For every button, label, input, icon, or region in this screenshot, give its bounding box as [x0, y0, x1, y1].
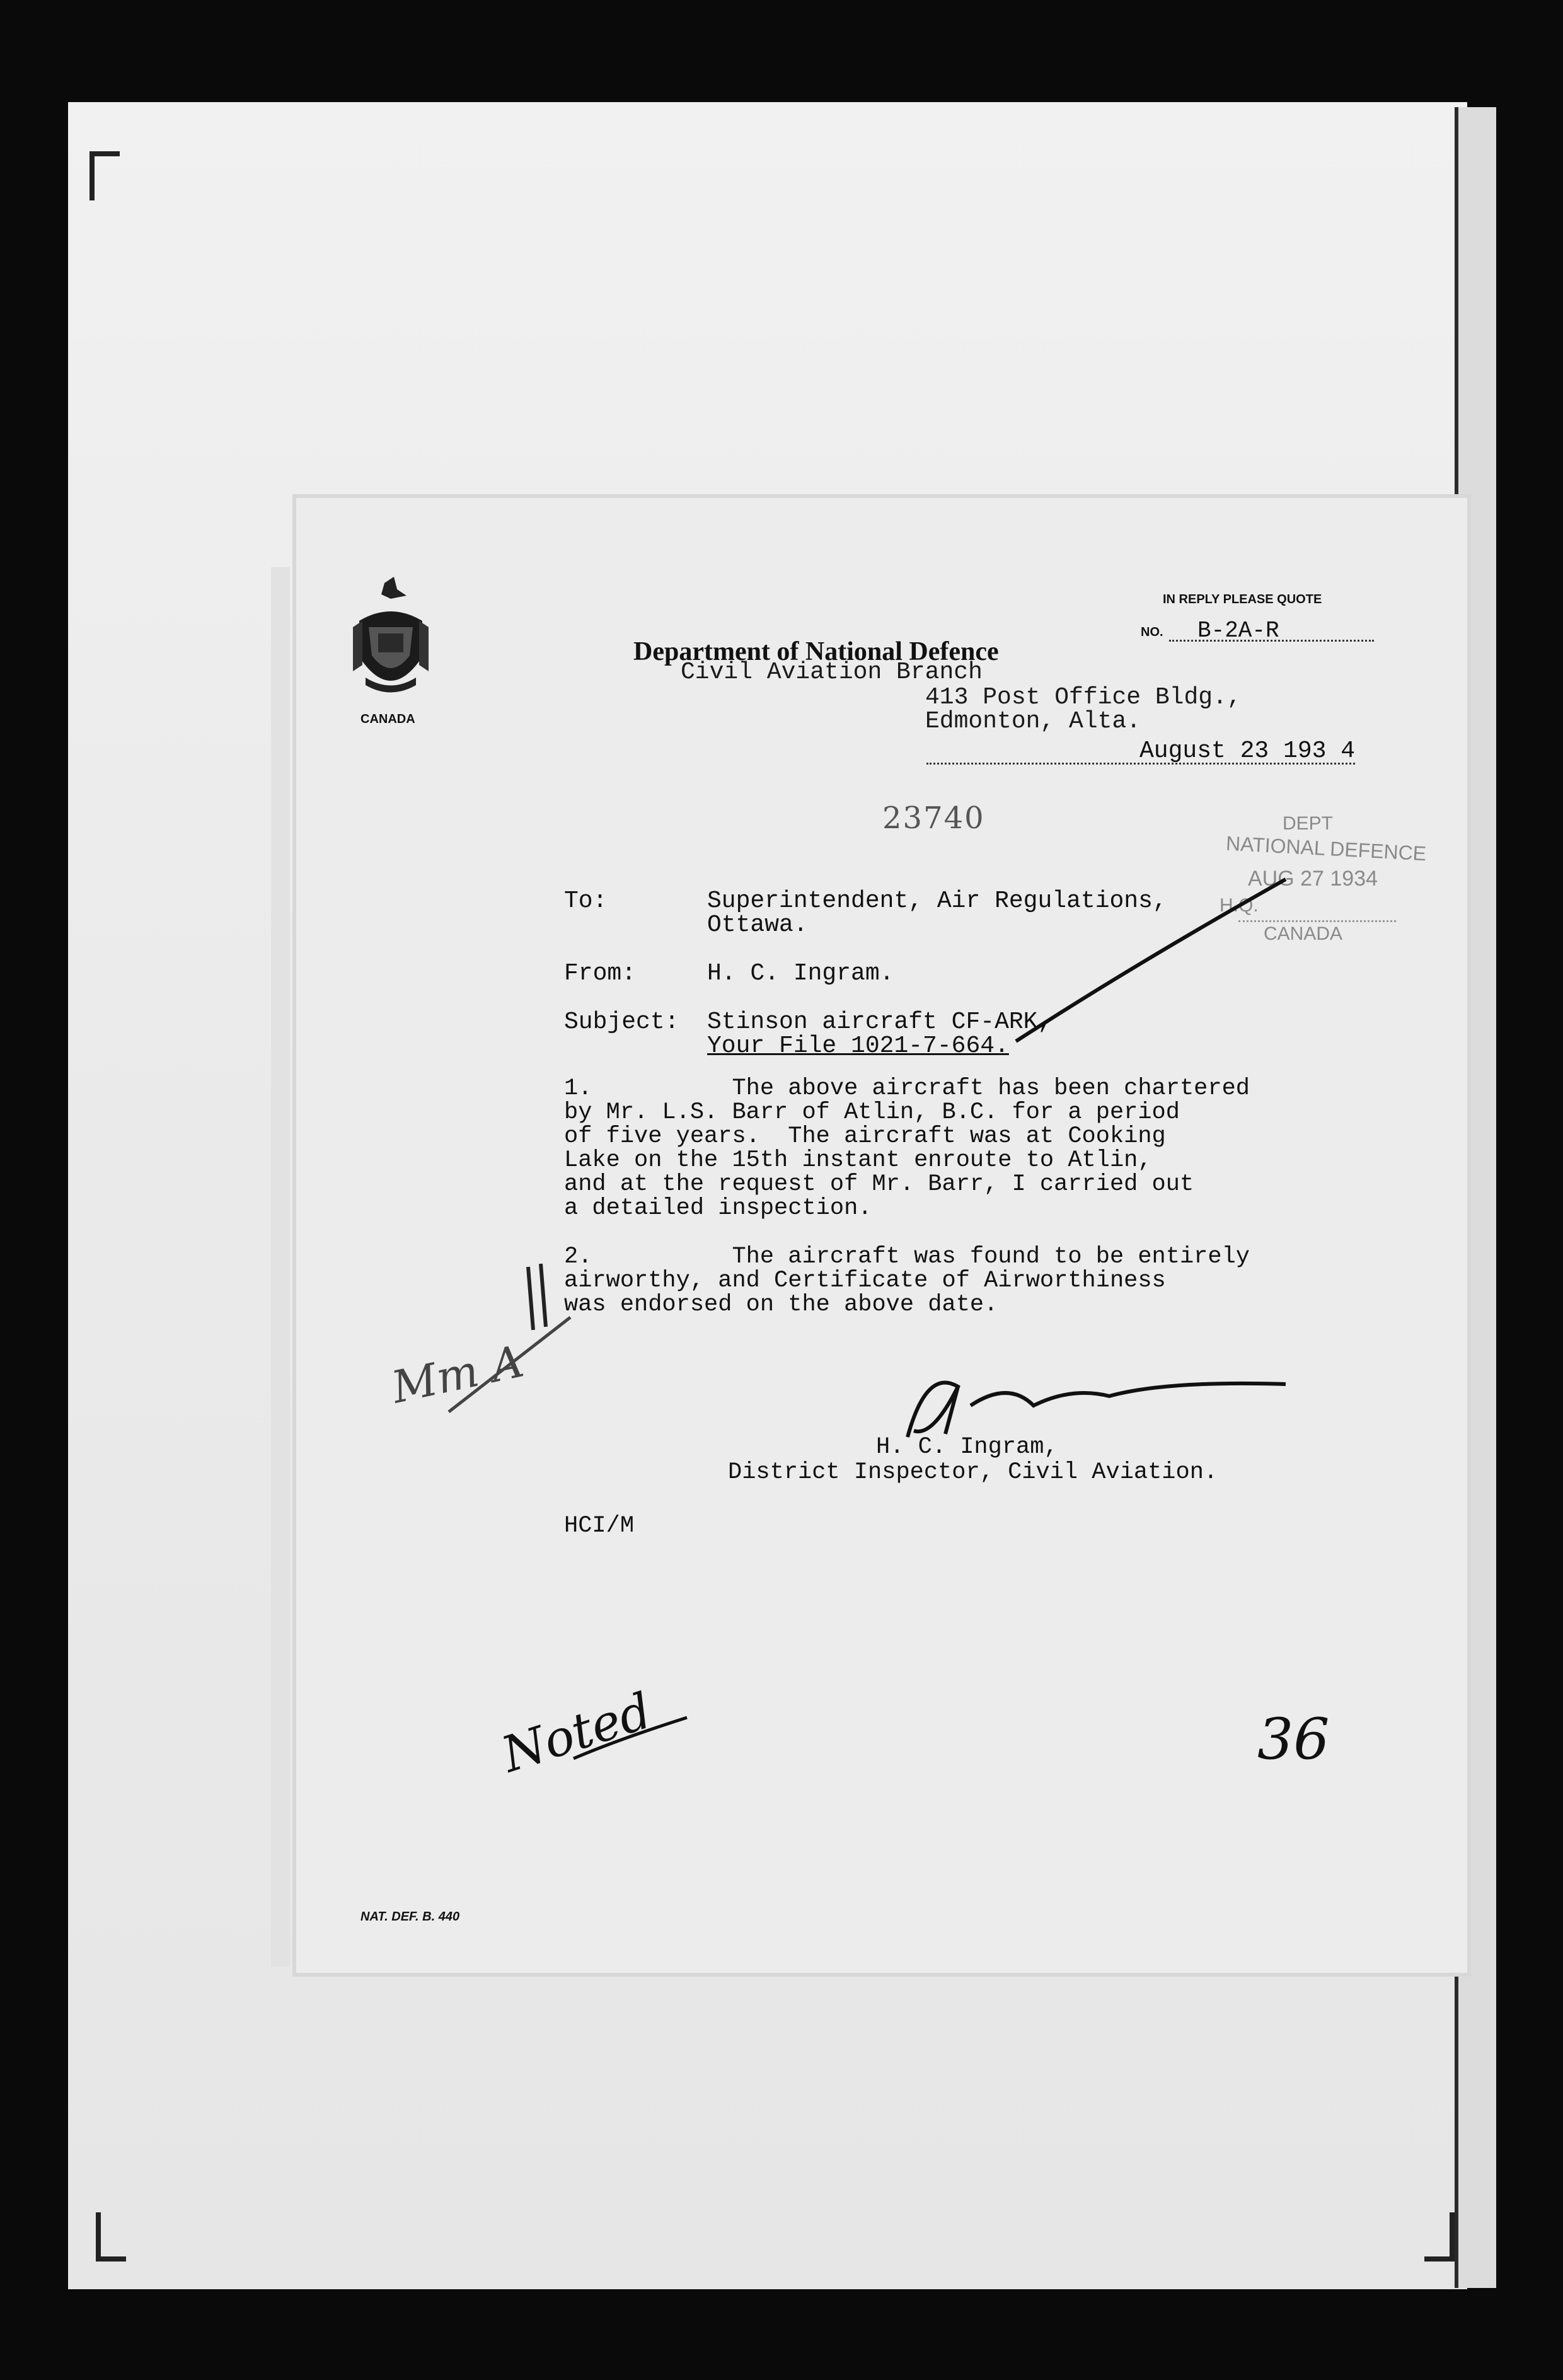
- paragraph-1-line-1: 1. The above aircraft has been chartered: [564, 1075, 1250, 1102]
- stamp-line-1: DEPT: [1283, 813, 1334, 834]
- address-line-1: 413 Post Office Bldg.,: [925, 684, 1242, 711]
- reference-no-label: NO.: [1141, 625, 1163, 639]
- branch-name: Civil Aviation Branch: [681, 659, 983, 686]
- from-label: From:: [564, 960, 637, 987]
- margin-note: Mm A: [387, 1335, 528, 1414]
- signatory-name: H. C. Ingram,: [876, 1434, 1058, 1460]
- letter-page: [296, 498, 1467, 1973]
- typist-initials: HCI/M: [564, 1513, 635, 1539]
- reply-quote-label: IN REPLY PLEASE QUOTE: [1163, 592, 1322, 606]
- noted-note: Noted: [495, 1682, 659, 1784]
- paragraph-1-line-4: Lake on the 15th instant enroute to Atlin,: [564, 1147, 1152, 1174]
- to-label: To:: [564, 887, 608, 915]
- crest-label: CANADA: [360, 712, 415, 726]
- stamp-line-2: NATIONAL DEFENCE: [1225, 831, 1427, 865]
- paragraph-1-line-3: of five years. The aircraft was at Cooking: [564, 1123, 1166, 1150]
- department-heading: Department of National Defence: [633, 637, 999, 666]
- from-value: H. C. Ingram.: [707, 960, 894, 987]
- letter-shadow-edge: [271, 567, 290, 1967]
- subject-label: Subject:: [564, 1008, 679, 1036]
- crop-mark-bottom-left: [96, 2212, 126, 2262]
- letter-date: August 23 193 4: [1139, 737, 1356, 765]
- file-number: 23740: [882, 800, 985, 836]
- stamp-line-5: CANADA: [1264, 923, 1343, 944]
- crop-mark-bottom-right: [1424, 2212, 1455, 2262]
- paragraph-1-line-5: and at the request of Mr. Barr, I carried out: [564, 1171, 1194, 1198]
- page-number-note: 36: [1257, 1706, 1330, 1772]
- to-line-2: Ottawa.: [707, 911, 808, 939]
- paragraph-2-line-3: was endorsed on the above date.: [564, 1291, 998, 1318]
- paragraph-1-line-6: a detailed inspection.: [564, 1195, 872, 1222]
- paragraph-2-line-2: airworthy, and Certificate of Airworthiness: [564, 1268, 1166, 1294]
- reference-dotted-line: [1169, 640, 1374, 642]
- subject-line-2: Your File 1021-7-664.: [707, 1032, 1009, 1060]
- to-line-1: Superintendent, Air Regulations,: [707, 887, 1167, 915]
- stamp-line-4: H.Q.: [1220, 895, 1259, 916]
- form-number: NAT. DEF. B. 440: [360, 1910, 460, 1924]
- stamp-date: AUG 27 1934: [1248, 867, 1378, 891]
- paragraph-2-line-1: 2. The aircraft was found to be entirely: [564, 1244, 1250, 1270]
- date-dotted-line: [926, 763, 1355, 765]
- stamp-dotted-line: [1238, 920, 1396, 922]
- reference-no-value: B-2A-R: [1197, 618, 1279, 644]
- address-line-2: Edmonton, Alta.: [925, 708, 1141, 735]
- signatory-title: District Inspector, Civil Aviation.: [728, 1459, 1218, 1486]
- received-stamp: [1220, 813, 1427, 945]
- crop-mark-top-left: [89, 151, 120, 200]
- paragraph-1-line-2: by Mr. L.S. Barr of Atlin, B.C. for a period: [564, 1099, 1180, 1126]
- subject-line-1: Stinson aircraft CF-ARK,: [707, 1008, 1053, 1036]
- canada-crest-icon: [347, 577, 435, 709]
